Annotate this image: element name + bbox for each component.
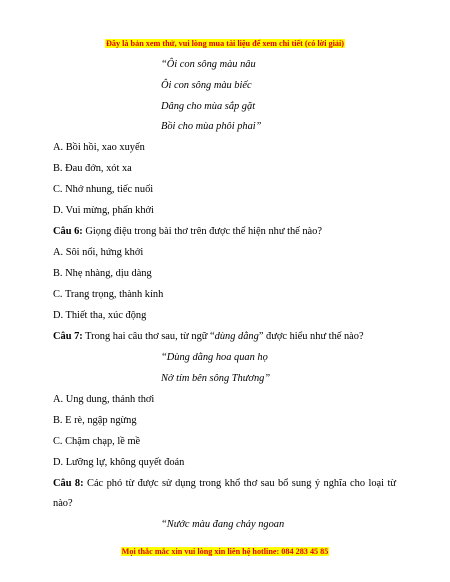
poem-line: “Dùng dằng hoa quan họ — [161, 352, 268, 363]
poem-line: Dâng cho mùa sắp gặt — [161, 101, 256, 112]
answer-option: C. Chậm chạp, lề mề — [53, 436, 141, 447]
answer-option: C. Trang trọng, thành kính — [53, 289, 164, 300]
answer-option: B. Nhẹ nhàng, dịu dàng — [53, 268, 152, 279]
preview-notice-banner — [0, 39, 450, 49]
answer-option: D. Thiết tha, xúc động — [53, 310, 147, 321]
answer-option: A. Bồi hồi, xao xuyến — [53, 142, 145, 153]
answer-option: D. Lưỡng lự, không quyết đoán — [53, 457, 185, 468]
answer-option: B. Đau đớn, xót xa — [53, 163, 132, 174]
quoted-word: dùng dằng — [214, 331, 259, 342]
answer-option: D. Vui mừng, phấn khởi — [53, 205, 154, 216]
preview-notice-text: Đây là bản xem thử, vui lòng mua tài liệu để xem chi tiết (có lời giải) — [105, 39, 344, 48]
poem-line: Ôi con sông màu biếc — [161, 80, 252, 91]
answer-option: A. Ung dung, thảnh thơi — [53, 394, 155, 405]
question-text: Giọng điệu trong bài thơ trên được thể hiện như thế nào? — [82, 226, 322, 237]
question-number: Câu 7: — [53, 331, 83, 342]
question-text: Trong hai câu thơ sau, từ ngữ “ — [82, 331, 215, 342]
question-number: Câu 6: — [53, 226, 83, 237]
poem-line: “Ôi con sông màu nâu — [161, 59, 256, 70]
poem-line: “Nước màu đang chảy ngoan — [161, 519, 285, 530]
answer-option: A. Sôi nổi, hứng khởi — [53, 247, 144, 258]
question-text-continued: nào? — [53, 498, 73, 509]
question-text: Các phó từ được sử dụng trong khổ thơ sau bổ sung ý nghĩa cho loại từ — [83, 478, 396, 489]
question-7 — [53, 330, 364, 343]
poem-line: Nở tím bên sông Thương” — [161, 373, 271, 384]
answer-option: B. E rè, ngập ngừng — [53, 415, 137, 426]
hotline-banner — [0, 547, 450, 557]
question-6 — [53, 225, 322, 238]
hotline-text: Mọi thắc mắc xin vui lòng xin liên hệ hotline: 084 283 45 85 — [121, 547, 329, 556]
answer-option: C. Nhớ nhung, tiếc nuối — [53, 184, 154, 195]
question-number: Câu 8: — [53, 478, 84, 489]
poem-line: Bồi cho mùa phôi phai” — [161, 121, 262, 132]
question-8 — [53, 477, 396, 490]
question-text-end: ” được hiểu như thế nào? — [258, 331, 364, 342]
